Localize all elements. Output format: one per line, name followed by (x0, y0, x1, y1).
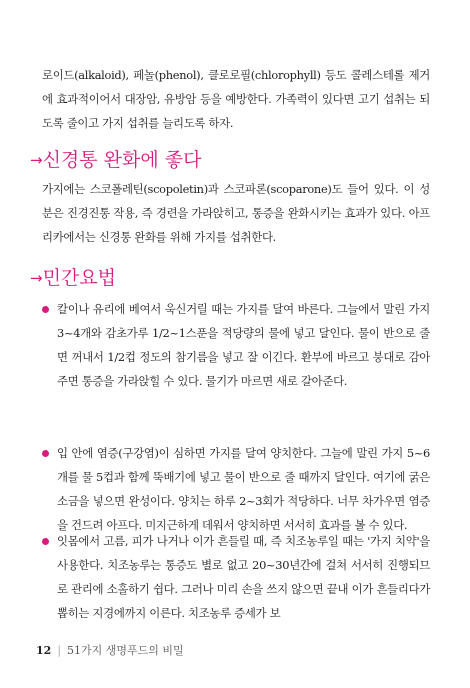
arrow-icon: → (30, 269, 41, 287)
bullet-dot-icon (42, 306, 49, 313)
neuralgia-paragraph: 가지에는 스코폴레틴(scopoletin)과 스코파론(scoparone)도 들어 있다. 이 성분은 진경진통 작용, 즉 경련을 가라앉히고, 통증을 완화시키는 효과가 있다. 아프리카에서는 신경통 완화를 위해 가지를 섭취한다. (42, 182, 430, 244)
book-title: 51가지 생명푸드의 비밀 (67, 644, 184, 657)
remedy-bullet-item (42, 529, 430, 625)
page-footer (36, 642, 184, 658)
remedy-bullet-item (42, 297, 430, 393)
section-heading-folk-remedy (30, 266, 116, 290)
arrow-icon: → (30, 151, 41, 169)
section-title: 민간요법 (42, 267, 116, 289)
footer-separator: | (57, 643, 62, 657)
remedy-bullet-item (42, 441, 430, 537)
bullet-dot-icon (42, 538, 49, 545)
bullet-text: 입 안에 염증(구강염)이 심하면 가지를 달여 양치한다. 그늘에 말린 가지 5~6개를 물 5컵과 함께 뚝배기에 넣고 물이 반으로 줄 때까지 달인다. 여기에 굵은 소금을 넣으면 완성이다. 양치는 하루 2~3회가 적당하다. 너무 차가우면 염증을 건드려 아프다. 미지근하게 데워서 양치하면 서서히 효과를 볼 수 있다. (57, 446, 430, 532)
bullet-text: 칼이나 유리에 베여서 욱신거릴 때는 가지를 달여 바른다. 그늘에서 말린 가지 3~4개와 감초가루 1/2~1스푼을 적당량의 물에 넣고 달인다. 물이 반으로 줄면 꺼내서 1/2컵 정도의 참기름을 넣고 잘 이긴다. 환부에 바르고 붕대로 감아주면 통증을 가라앉힐 수 있다. 물기가 마르면 새로 갈아준다. (57, 302, 430, 388)
page-number: 12 (36, 643, 52, 657)
bullet-dot-icon (42, 450, 49, 457)
section-title: 신경통 완화에 좋다 (42, 149, 202, 171)
intro-paragraph: 로이드(alkaloid), 페놀(phenol), 클로로필(chlorophyll) 등도 콜레스테롤 제거에 효과적이어서 대장암, 유방암 등을 예방한다. 가족력이 있다면 고기 섭취는 되도록 줄이고 가지 섭취를 늘리도록 하자. (42, 68, 430, 130)
bullet-text: 잇몸에서 고름, 피가 나거나 이가 흔들릴 때, 즉 치조농루일 때는 '가지 치약'을 사용한다. 치조농루는 통증도 별로 없고 20~30년간에 걸쳐 서서히 진행되므로 관리에 소홀하기 쉽다. 그러나 미리 손을 쓰지 않으면 끝내 이가 흔들리다가 뽑히는 지경에까지 이른다. 치조농루 증세가 보 (57, 534, 430, 620)
section-heading-neuralgia (30, 148, 202, 172)
